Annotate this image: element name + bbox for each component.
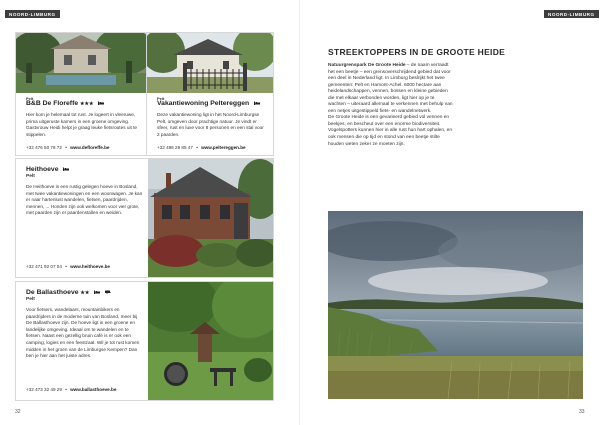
card-contact — [26, 145, 109, 150]
card-peltereggen — [146, 32, 274, 156]
article-lead: Natuurgrenspark De Groote Heide — [328, 63, 406, 68]
photo-groote-heide-landscape — [328, 211, 583, 399]
caravan-icon — [105, 290, 111, 294]
card-contact — [157, 145, 246, 150]
card-description: Hier kom je helemaal tot rust. Je logeert in vleeruwe, prima uitgeruste kamers in een groene omgeving. Gastvrouw Heidi helpt je graag leuke fietsroutes uit te stippelen. — [26, 112, 137, 137]
phone-number: +32 496 29 85 47 — [157, 145, 193, 150]
photo-heithoeve — [148, 159, 273, 277]
region-tag-right: NOORD-LIMBURG — [544, 10, 599, 18]
separator-dot: • — [65, 145, 67, 150]
region-tag-left: NOORD-LIMBURG — [5, 10, 60, 18]
card-ballasthoeve — [15, 281, 274, 401]
card-description: Deze vakantiewoning ligt in het Noord-Limburgse Pelt, omgeven door prachtige natuur. Je vindt er sfeer, rust en luxe voor 8 personen en een stal voor 2 paarden. — [157, 112, 264, 137]
star-rating: ★★★ — [80, 101, 94, 107]
article-body — [328, 63, 453, 148]
card-description: Voor fietsers, wandelaars, mountainbikers en paardrijders in de moderne tuin van Bosland, meer bij De Ballasthoeve zijn. De hoeve ligt in een groene en landelijke omgeving. Ideaal om te wandelen en te fietsen. Naast een gezellig bruin café is er ook een camping, logies en een feestzaal. Wil je tot rust komen midden in het groen van de Limburgse Kempen? Dan ben je hier aan het juiste adres. — [26, 307, 140, 359]
photo-caption: Pelt — [157, 96, 165, 101]
page-number-right: 33 — [579, 409, 585, 415]
website-link[interactable]: www.heithoeve.be — [70, 264, 110, 269]
card-title: B&B De Floreffe ★★★ — [26, 100, 138, 107]
article-paragraph-1 — [328, 63, 453, 115]
star-rating: ★★ — [80, 290, 90, 296]
card-title: De Ballasthoeve ★★ — [26, 289, 144, 296]
phone-number: +32 476 50 78 72 — [26, 145, 62, 150]
card-title: Heithoeve — [26, 166, 144, 173]
photo-peltereggen — [147, 33, 273, 93]
bed-icon — [98, 101, 104, 105]
card-description: De Heithoeve is een rustig gelegen hoeve in Bosland, met twee vakantiewoningen en een woonwagen. Je kan er naar hartenlust wandelen, fietsen, paardrijden, mennen, ... Honden zijn ook welkomen voor vier grote, met paarden zijn er paardenstallen en weiden. — [26, 184, 143, 216]
article-paragraph-2: De Groote Heide is een gevarieerd gebied vol vennen en beekjes, en bescheut over een enorme biodiversiteit. Vogelspotters kunnen hier in alle rust hun hart ophalen, en ook mensen die op tijd en stond van een beetje stilte houden weten zeker ze moeten zijn. — [328, 115, 453, 147]
card-place: Pelt — [26, 174, 35, 179]
page-number-left: 32 — [15, 409, 21, 415]
card-contact — [26, 387, 116, 392]
phone-number: +32 473 32 49 29 — [26, 387, 62, 392]
card-contact — [26, 264, 110, 269]
website-link[interactable]: www.ballasthoeve.be — [70, 387, 117, 392]
website-link[interactable]: www.peltereggen.be — [201, 145, 246, 150]
bed-icon — [254, 101, 260, 105]
photo-caption: Pelt — [26, 96, 34, 101]
card-bb-floreffe — [15, 32, 147, 156]
website-link[interactable]: www.defloreffe.be — [70, 145, 110, 150]
photo-bb-floreffe — [16, 33, 146, 93]
card-place: Pelt — [26, 297, 35, 302]
bed-icon — [63, 167, 69, 171]
separator-dot: • — [65, 264, 67, 269]
article-paragraph-1-text: – de naam verraadt het een beetje – een grensoverschrijdend gebied dat voor een deel in Nederland ligt. In Limburg beslrijkt het twee gemeenten: Pelt en Hamont-Achel. 6000 hectare aan heidelandschappen, vennen, bossen en kleine gebieden die met elkaar verbonden worden, ligt hier op je te wachten – uiteraard allemaal te verkennen met behulp van een netjes uitgestippeld fiets- en wandelnetwerk. — [328, 63, 453, 114]
separator-dot: • — [65, 387, 67, 392]
separator-dot: • — [196, 145, 198, 150]
article-title: STREEKTOPPERS IN DE GROOTE HEIDE — [328, 47, 506, 57]
phone-number: +32 471 92 07 04 — [26, 264, 62, 269]
photo-ballasthoeve — [148, 282, 273, 400]
bed-icon — [94, 290, 100, 294]
card-title: Vakantiewoning Peltereggen — [157, 100, 267, 107]
card-heithoeve — [15, 158, 274, 278]
